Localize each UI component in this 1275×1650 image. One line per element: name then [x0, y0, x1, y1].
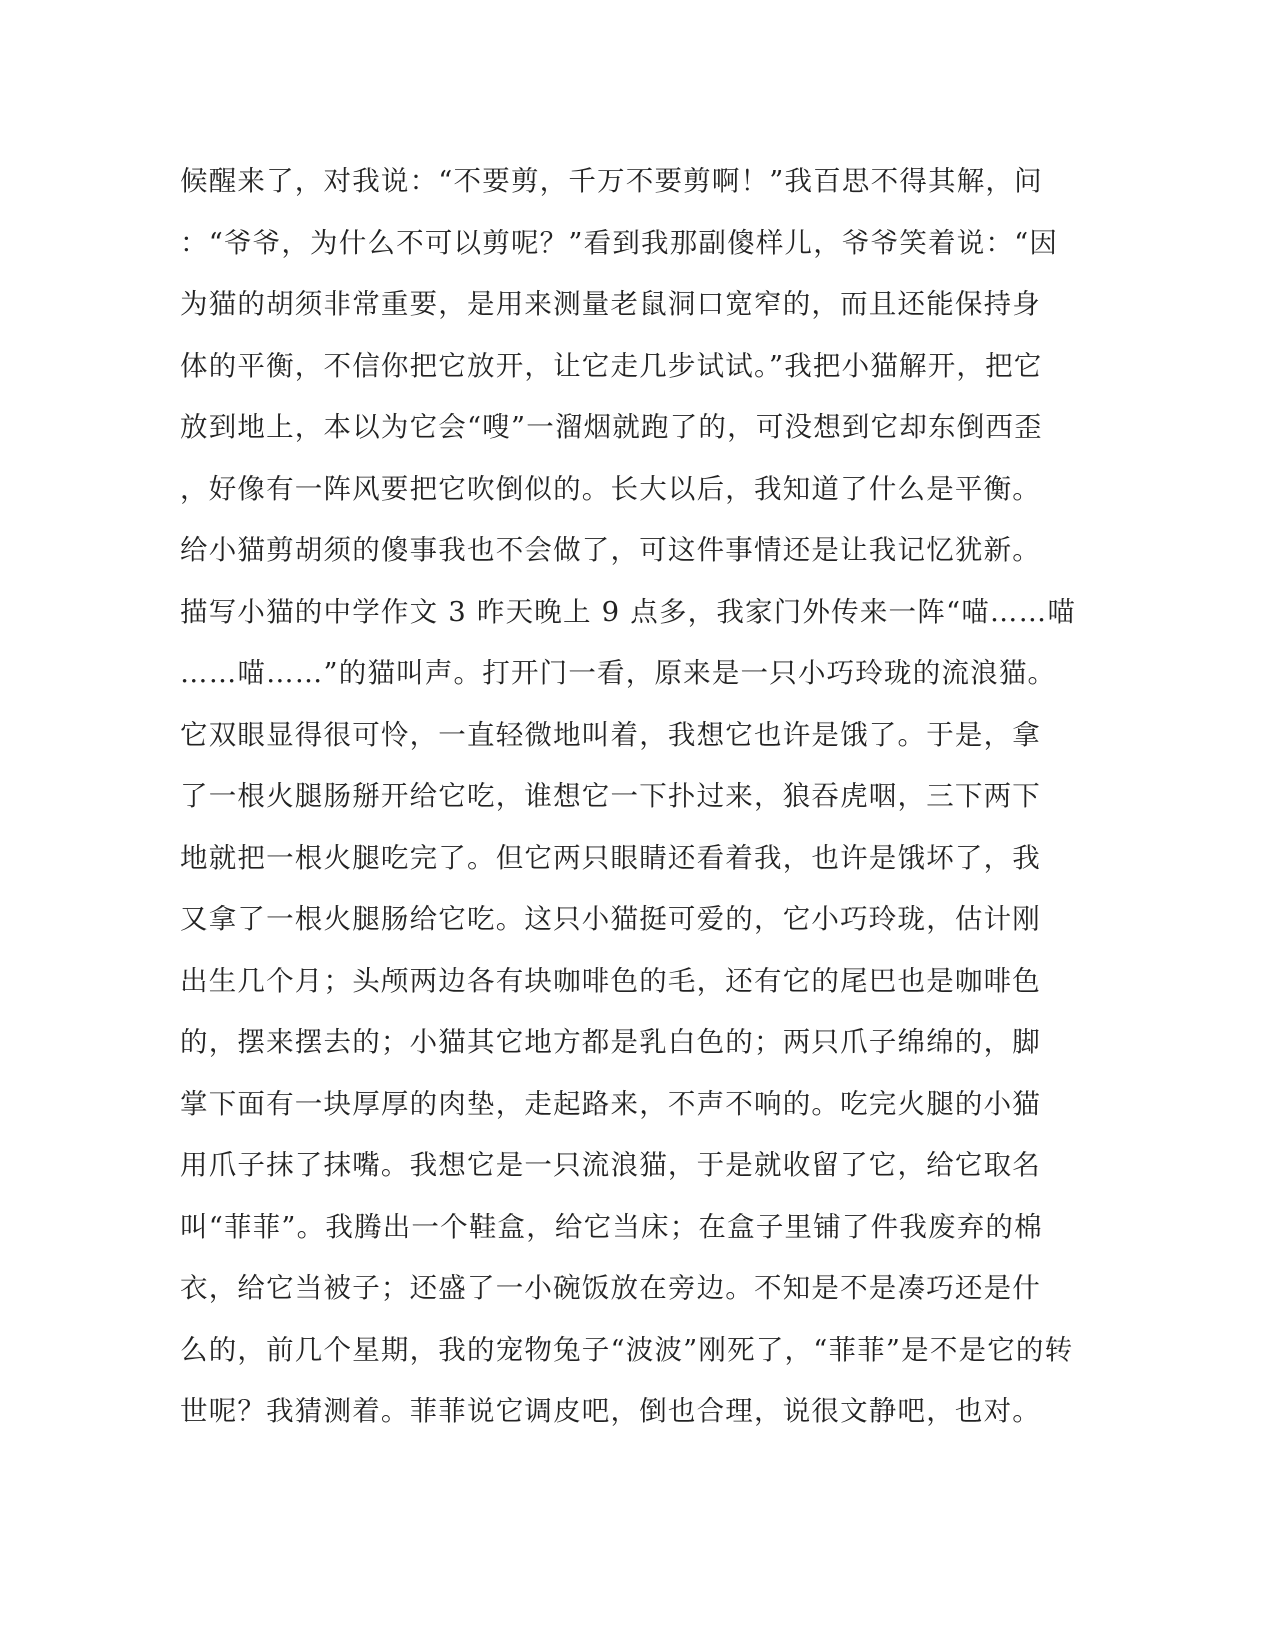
- text-line: 放到地上，本以为它会“嗖”一溜烟就跑了的，可没想到它却东倒西歪: [180, 411, 1043, 443]
- text-line: 掌下面有一块厚厚的肉垫，走起路来，不声不响的。吃完火腿的小猫: [180, 1087, 1041, 1120]
- text-line: 衣，给它当被子；还盛了一小碗饭放在旁边。不知是不是凑巧还是什: [180, 1272, 1041, 1304]
- text-line: 世呢？我猜测着。菲菲说它调皮吧，倒也合理，说很文静吧，也对。: [180, 1395, 1041, 1427]
- text-line: 描写小猫的中学作文 3 昨天晚上 9 点多，我家门外传来一阵“喵……喵: [180, 595, 1077, 628]
- text-line: 为猫的胡须非常重要，是用来测量老鼠洞口宽窄的，而且还能保持身: [180, 288, 1041, 320]
- text-line: 又拿了一根火腿肠给它吃。这只小猫挺可爱的，它小巧玲珑，估计刚: [180, 903, 1041, 935]
- text-line: 的，摆来摆去的；小猫其它地方都是乳白色的；两只爪子绵绵的，脚: [180, 1026, 1041, 1058]
- text-line: 它双眼显得很可怜，一直轻微地叫着，我想它也许是饿了。于是，拿: [180, 718, 1041, 751]
- text-line: 地就把一根火腿吃完了。但它两只眼睛还看着我，也许是饿坏了，我: [180, 841, 1041, 874]
- text-line: 用爪子抹了抹嘴。我想它是一只流浪猫，于是就收留了它，给它取名: [180, 1149, 1041, 1181]
- text-line: 了一根火腿肠掰开给它吃，谁想它一下扑过来，狼吞虎咽，三下两下: [180, 780, 1041, 812]
- body-text: [180, 161, 1077, 1453]
- text-line: 给小猫剪胡须的傻事我也不会做了，可这件事情还是让我记忆犹新。: [180, 534, 1041, 566]
- text-line: 出生几个月；头颅两边各有块咖啡色的毛，还有它的尾巴也是咖啡色: [180, 964, 1041, 997]
- text-line: ：“爷爷，为什么不可以剪呢？”看到我那副傻样儿，爷爷笑着说：“因: [180, 226, 1059, 259]
- text-line: 叫“菲菲”。我腾出一个鞋盒，给它当床；在盒子里铺了件我废弃的棉: [180, 1210, 1043, 1243]
- text-line: ，好像有一阵风要把它吹倒似的。长大以后，我知道了什么是平衡。: [180, 472, 1041, 505]
- text-line: 候醒来了，对我说：“不要剪，千万不要剪啊！”我百思不得其解，问: [180, 165, 1043, 197]
- text-line: 体的平衡，不信你把它放开，让它走几步试试。”我把小猫解开，把它: [180, 349, 1043, 382]
- text-line: ……喵……”的猫叫声。打开门一看，原来是一只小巧玲珑的流浪猫。: [180, 657, 1057, 689]
- text-line: 么的，前几个星期，我的宠物兔子“波波”刚死了，“菲菲”是不是它的转: [180, 1333, 1074, 1366]
